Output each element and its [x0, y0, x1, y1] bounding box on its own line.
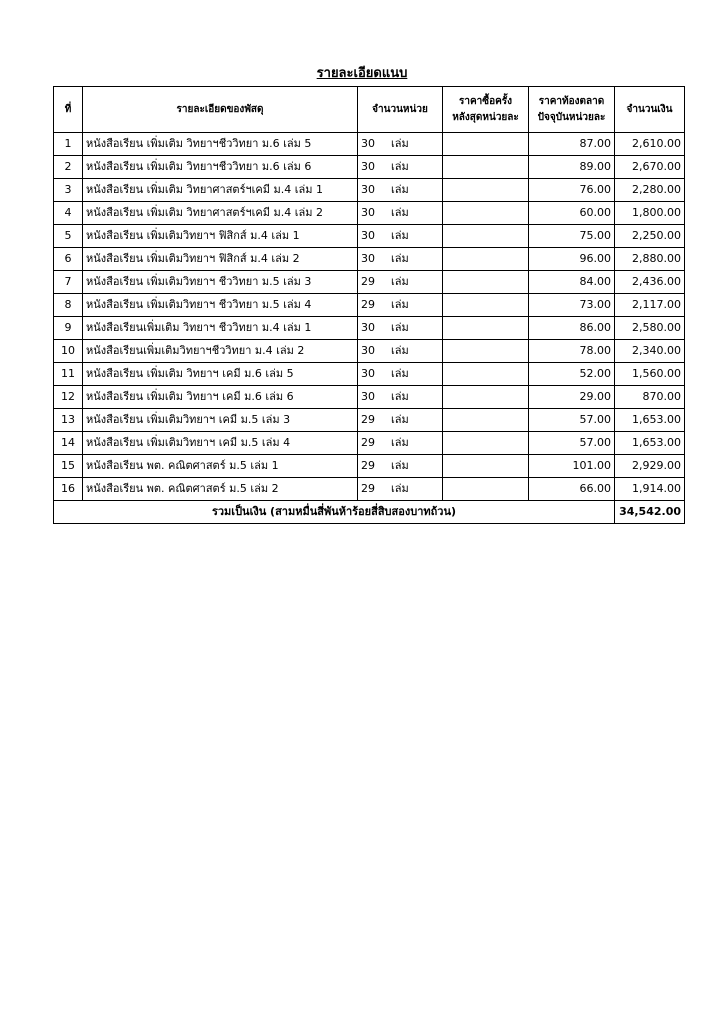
row-number: 1 — [54, 133, 83, 156]
quantity-unit: เล่ม — [391, 321, 409, 334]
row-number: 13 — [54, 409, 83, 432]
table-row — [54, 317, 685, 340]
last-purchase-price — [443, 179, 529, 202]
item-amount: 870.00 — [615, 386, 685, 409]
row-number: 4 — [54, 202, 83, 225]
header-no: ที่ — [54, 87, 83, 133]
market-price: 57.00 — [529, 409, 615, 432]
item-description: หนังสือเรียน พต. คณิตศาสตร์ ม.5 เล่ม 2 — [83, 478, 358, 501]
detail-table — [53, 86, 685, 524]
header-amount: จำนวนเงิน — [615, 87, 685, 133]
item-description: หนังสือเรียน เพิ่มเติม วิทยาฯชีววิทยา ม.6 เล่ม 5 — [83, 133, 358, 156]
item-amount: 1,800.00 — [615, 202, 685, 225]
item-quantity — [358, 409, 443, 432]
table-row — [54, 202, 685, 225]
header-market-price-line2: ปัจจุบันหน่วยละ — [537, 111, 606, 123]
table-row — [54, 179, 685, 202]
market-price: 86.00 — [529, 317, 615, 340]
item-quantity — [358, 432, 443, 455]
item-amount: 2,250.00 — [615, 225, 685, 248]
quantity-value: 30 — [361, 206, 375, 219]
header-market-price — [529, 87, 615, 133]
quantity-unit: เล่ม — [391, 413, 409, 426]
total-label: รวมเป็นเงิน (สามหมื่นสี่พันห้าร้อยสี่สิบสองบาทถ้วน) — [54, 501, 615, 524]
item-amount: 2,580.00 — [615, 317, 685, 340]
quantity-value: 30 — [361, 367, 375, 380]
table-row — [54, 248, 685, 271]
item-amount: 2,670.00 — [615, 156, 685, 179]
market-price: 29.00 — [529, 386, 615, 409]
item-amount: 1,653.00 — [615, 432, 685, 455]
item-description: หนังสือเรียน เพิ่มเติมวิทยาฯ ฟิสิกส์ ม.4 เล่ม 1 — [83, 225, 358, 248]
item-amount: 1,560.00 — [615, 363, 685, 386]
item-quantity — [358, 363, 443, 386]
item-description: หนังสือเรียน เพิ่มเติม วิทยาศาสตร์ฯเคมี ม.4 เล่ม 1 — [83, 179, 358, 202]
table-row — [54, 340, 685, 363]
quantity-unit: เล่ม — [391, 436, 409, 449]
quantity-unit: เล่ม — [391, 459, 409, 472]
row-number: 12 — [54, 386, 83, 409]
item-quantity — [358, 294, 443, 317]
table-row — [54, 225, 685, 248]
last-purchase-price — [443, 271, 529, 294]
last-purchase-price — [443, 294, 529, 317]
quantity-value: 30 — [361, 321, 375, 334]
quantity-value: 29 — [361, 459, 375, 472]
header-last-price-line2: หลังสุดหน่วยละ — [452, 111, 519, 123]
quantity-unit: เล่ม — [391, 229, 409, 242]
row-number: 9 — [54, 317, 83, 340]
quantity-unit: เล่ม — [391, 390, 409, 403]
last-purchase-price — [443, 478, 529, 501]
market-price: 57.00 — [529, 432, 615, 455]
row-number: 5 — [54, 225, 83, 248]
table-row — [54, 271, 685, 294]
item-amount: 2,117.00 — [615, 294, 685, 317]
last-purchase-price — [443, 225, 529, 248]
item-amount: 2,340.00 — [615, 340, 685, 363]
quantity-unit: เล่ม — [391, 183, 409, 196]
table-row — [54, 386, 685, 409]
item-description: หนังสือเรียน เพิ่มเติม วิทยาฯชีววิทยา ม.6 เล่ม 6 — [83, 156, 358, 179]
quantity-value: 29 — [361, 482, 375, 495]
last-purchase-price — [443, 340, 529, 363]
table-row — [54, 363, 685, 386]
quantity-value: 30 — [361, 229, 375, 242]
table-row — [54, 294, 685, 317]
last-purchase-price — [443, 432, 529, 455]
row-number: 8 — [54, 294, 83, 317]
quantity-value: 30 — [361, 137, 375, 150]
item-quantity — [358, 133, 443, 156]
header-market-price-line1: ราคาท้องตลาด — [538, 95, 605, 107]
table-row — [54, 133, 685, 156]
last-purchase-price — [443, 317, 529, 340]
table-row — [54, 409, 685, 432]
item-description: หนังสือเรียน เพิ่มเติมวิทยาฯ เคมี ม.5 เล่ม 4 — [83, 432, 358, 455]
market-price: 52.00 — [529, 363, 615, 386]
item-amount: 2,610.00 — [615, 133, 685, 156]
table-row — [54, 478, 685, 501]
item-amount: 2,436.00 — [615, 271, 685, 294]
market-price: 78.00 — [529, 340, 615, 363]
quantity-unit: เล่ม — [391, 137, 409, 150]
row-number: 11 — [54, 363, 83, 386]
last-purchase-price — [443, 363, 529, 386]
page-title: รายละเอียดแนบ — [316, 66, 408, 81]
row-number: 2 — [54, 156, 83, 179]
item-quantity — [358, 455, 443, 478]
item-amount: 2,880.00 — [615, 248, 685, 271]
row-number: 6 — [54, 248, 83, 271]
row-number: 14 — [54, 432, 83, 455]
item-description: หนังสือเรียน เพิ่มเติมวิทยาฯ ชีววิทยา ม.5 เล่ม 4 — [83, 294, 358, 317]
header-last-price — [443, 87, 529, 133]
quantity-unit: เล่ม — [391, 367, 409, 380]
quantity-unit: เล่ม — [391, 482, 409, 495]
item-description: หนังสือเรียน พต. คณิตศาสตร์ ม.5 เล่ม 1 — [83, 455, 358, 478]
row-number: 7 — [54, 271, 83, 294]
market-price: 89.00 — [529, 156, 615, 179]
item-quantity — [358, 317, 443, 340]
header-quantity: จำนวนหน่วย — [358, 87, 443, 133]
row-number: 10 — [54, 340, 83, 363]
row-number: 3 — [54, 179, 83, 202]
item-description: หนังสือเรียนเพิ่มเติม วิทยาฯ ชีววิทยา ม.4 เล่ม 1 — [83, 317, 358, 340]
item-quantity — [358, 156, 443, 179]
market-price: 87.00 — [529, 133, 615, 156]
total-amount: 34,542.00 — [615, 501, 685, 524]
item-description: หนังสือเรียน เพิ่มเติม วิทยาศาสตร์ฯเคมี ม.4 เล่ม 2 — [83, 202, 358, 225]
row-number: 15 — [54, 455, 83, 478]
item-quantity — [358, 179, 443, 202]
item-quantity — [358, 202, 443, 225]
last-purchase-price — [443, 133, 529, 156]
item-quantity — [358, 248, 443, 271]
last-purchase-price — [443, 248, 529, 271]
quantity-unit: เล่ม — [391, 298, 409, 311]
quantity-value: 30 — [361, 183, 375, 196]
last-purchase-price — [443, 156, 529, 179]
header-last-price-line1: ราคาซื้อครั้ง — [458, 95, 513, 107]
market-price: 66.00 — [529, 478, 615, 501]
item-quantity — [358, 340, 443, 363]
row-number: 16 — [54, 478, 83, 501]
total-row — [54, 501, 685, 524]
item-quantity — [358, 386, 443, 409]
market-price: 76.00 — [529, 179, 615, 202]
last-purchase-price — [443, 409, 529, 432]
last-purchase-price — [443, 455, 529, 478]
item-description: หนังสือเรียน เพิ่มเติมวิทยาฯ เคมี ม.5 เล่ม 3 — [83, 409, 358, 432]
quantity-value: 29 — [361, 436, 375, 449]
item-quantity — [358, 225, 443, 248]
header-row — [54, 87, 685, 133]
item-quantity — [358, 271, 443, 294]
item-description: หนังสือเรียน เพิ่มเติมวิทยาฯ ชีววิทยา ม.5 เล่ม 3 — [83, 271, 358, 294]
quantity-unit: เล่ม — [391, 160, 409, 173]
table-row — [54, 156, 685, 179]
market-price: 96.00 — [529, 248, 615, 271]
item-description: หนังสือเรียน เพิ่มเติม วิทยาฯ เคมี ม.6 เล่ม 6 — [83, 386, 358, 409]
quantity-value: 30 — [361, 344, 375, 357]
quantity-value: 30 — [361, 252, 375, 265]
last-purchase-price — [443, 386, 529, 409]
market-price: 73.00 — [529, 294, 615, 317]
quantity-unit: เล่ม — [391, 275, 409, 288]
item-amount: 1,914.00 — [615, 478, 685, 501]
market-price: 60.00 — [529, 202, 615, 225]
item-amount: 2,280.00 — [615, 179, 685, 202]
item-description: หนังสือเรียน เพิ่มเติมวิทยาฯ ฟิสิกส์ ม.4 เล่ม 2 — [83, 248, 358, 271]
table-row — [54, 432, 685, 455]
market-price: 84.00 — [529, 271, 615, 294]
quantity-unit: เล่ม — [391, 344, 409, 357]
market-price: 75.00 — [529, 225, 615, 248]
quantity-unit: เล่ม — [391, 206, 409, 219]
item-description: หนังสือเรียนเพิ่มเติมวิทยาฯชีววิทยา ม.4 เล่ม 2 — [83, 340, 358, 363]
quantity-value: 29 — [361, 298, 375, 311]
quantity-unit: เล่ม — [391, 252, 409, 265]
quantity-value: 30 — [361, 390, 375, 403]
market-price: 101.00 — [529, 455, 615, 478]
item-amount: 2,929.00 — [615, 455, 685, 478]
last-purchase-price — [443, 202, 529, 225]
item-description: หนังสือเรียน เพิ่มเติม วิทยาฯ เคมี ม.6 เล่ม 5 — [83, 363, 358, 386]
header-description: รายละเอียดของพัสดุ — [83, 87, 358, 133]
quantity-value: 29 — [361, 275, 375, 288]
quantity-value: 30 — [361, 160, 375, 173]
quantity-value: 29 — [361, 413, 375, 426]
item-quantity — [358, 478, 443, 501]
table-row — [54, 455, 685, 478]
item-amount: 1,653.00 — [615, 409, 685, 432]
